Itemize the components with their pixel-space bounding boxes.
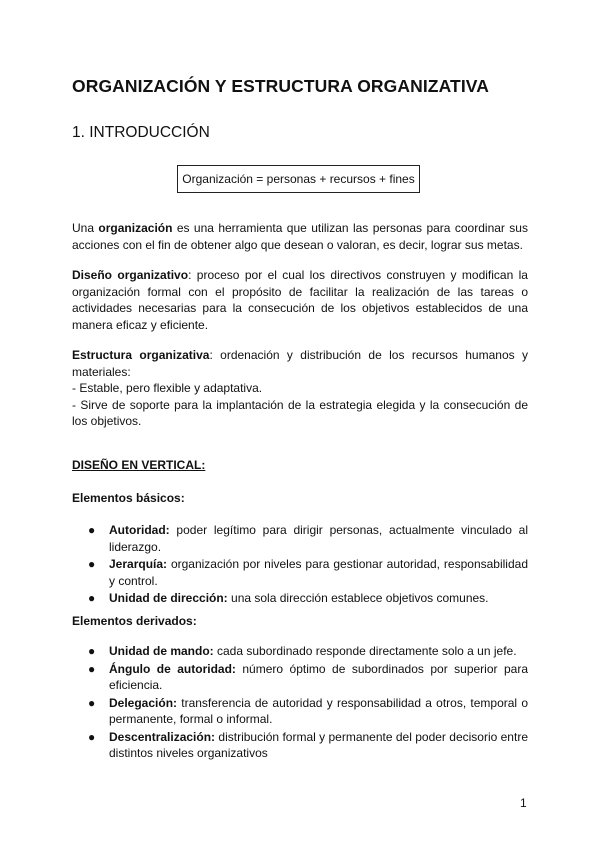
diseno-term: Diseño organizativo <box>72 268 189 282</box>
estructura-line-5: los objetivos. <box>72 414 142 428</box>
list-item <box>72 661 528 694</box>
diseno-paragraph <box>72 267 528 333</box>
estructura-line-1: : ordenación y distribución de los recursos humanos y <box>209 348 529 362</box>
list-item-term: Descentralización: <box>109 729 216 744</box>
intro-text-1: es una herramienta que utilizan las personas para coordinar sus <box>172 221 528 235</box>
diseno-line-2: organización formal con el propósito de facilitar la realización de las tareas o <box>72 284 528 299</box>
list-item-term: Unidad de mando: <box>109 644 214 658</box>
bullet-icon: ● <box>88 661 96 676</box>
intro-paragraph <box>72 220 528 253</box>
list-item-term: Autoridad: <box>109 523 170 537</box>
list-item-term: Jerarquía: <box>109 557 168 571</box>
intro-pre: Una <box>72 221 99 235</box>
estructura-line-4: - Sirve de soporte para la implantación de la estrategia elegida y la consecución de <box>72 397 528 412</box>
list-item <box>72 522 528 555</box>
basicos-list <box>72 522 528 608</box>
diseno-line-3: actividades necesarias para la consecución de los objetivos establecidos de una <box>72 301 528 315</box>
list-item-term: Unidad de dirección: <box>109 591 228 605</box>
intro-text-2: acciones con el fin de obtener algo que desean o valoran, es decir, lograr sus metas. <box>72 237 523 252</box>
list-item-term: Ángulo de autoridad: <box>109 661 236 676</box>
formula-box: Organización = personas + recursos + fines <box>177 165 420 193</box>
estructura-line-2: materiales: <box>72 364 131 379</box>
bullet-icon: ● <box>88 695 96 710</box>
bullet-icon: ● <box>88 591 96 605</box>
list-item <box>72 590 528 607</box>
bullet-icon: ● <box>88 644 96 658</box>
derivados-list <box>72 643 528 763</box>
basicos-heading: Elementos básicos: <box>72 491 185 505</box>
bullet-icon: ● <box>88 557 96 571</box>
page-number: 1 <box>520 796 527 810</box>
list-item-text: cada subordinado responde directamente solo a un jefe. <box>213 644 517 658</box>
bullet-icon: ● <box>88 523 96 537</box>
list-item <box>72 643 528 660</box>
list-item-text: número óptimo de subordinados por superior para eficiencia. <box>109 661 528 692</box>
list-item <box>72 695 528 728</box>
diseno-line-1: : proceso por el cual los directivos construyen y modifican la <box>188 268 528 282</box>
estructura-term: Estructura organizativa <box>72 348 210 362</box>
diseno-line-4: manera eficaz y eficiente. <box>72 317 209 332</box>
list-item-term: Delegación: <box>109 695 178 710</box>
bullet-icon: ● <box>88 729 96 744</box>
list-item <box>72 729 528 762</box>
derivados-heading: Elementos derivados: <box>72 614 197 628</box>
estructura-paragraph <box>72 347 528 430</box>
list-item-text: una sola dirección establece objetivos comunes. <box>227 591 489 605</box>
list-item-text: transferencia de autoridad y responsabilidad a otros, temporal o permanente, formal o informal. <box>109 695 528 726</box>
document-title: ORGANIZACIÓN Y ESTRUCTURA ORGANIZATIVA <box>72 76 489 96</box>
list-item <box>72 556 528 589</box>
list-item-text: organización por niveles para gestionar autoridad, responsabilidad y control. <box>109 557 528 588</box>
intro-term: organización <box>98 221 173 235</box>
section-heading-introduccion: 1. INTRODUCCIÓN <box>72 124 210 141</box>
list-item-text: distribución formal y permanente del poder decisorio entre distintos niveles organizativos <box>109 729 528 760</box>
estructura-line-3: - Estable, pero flexible y adaptativa. <box>72 381 263 395</box>
list-item-text: poder legítimo para dirigir personas, actualmente vinculado al liderazgo. <box>109 523 528 554</box>
vertical-heading: DISEÑO EN VERTICAL: <box>72 458 206 472</box>
